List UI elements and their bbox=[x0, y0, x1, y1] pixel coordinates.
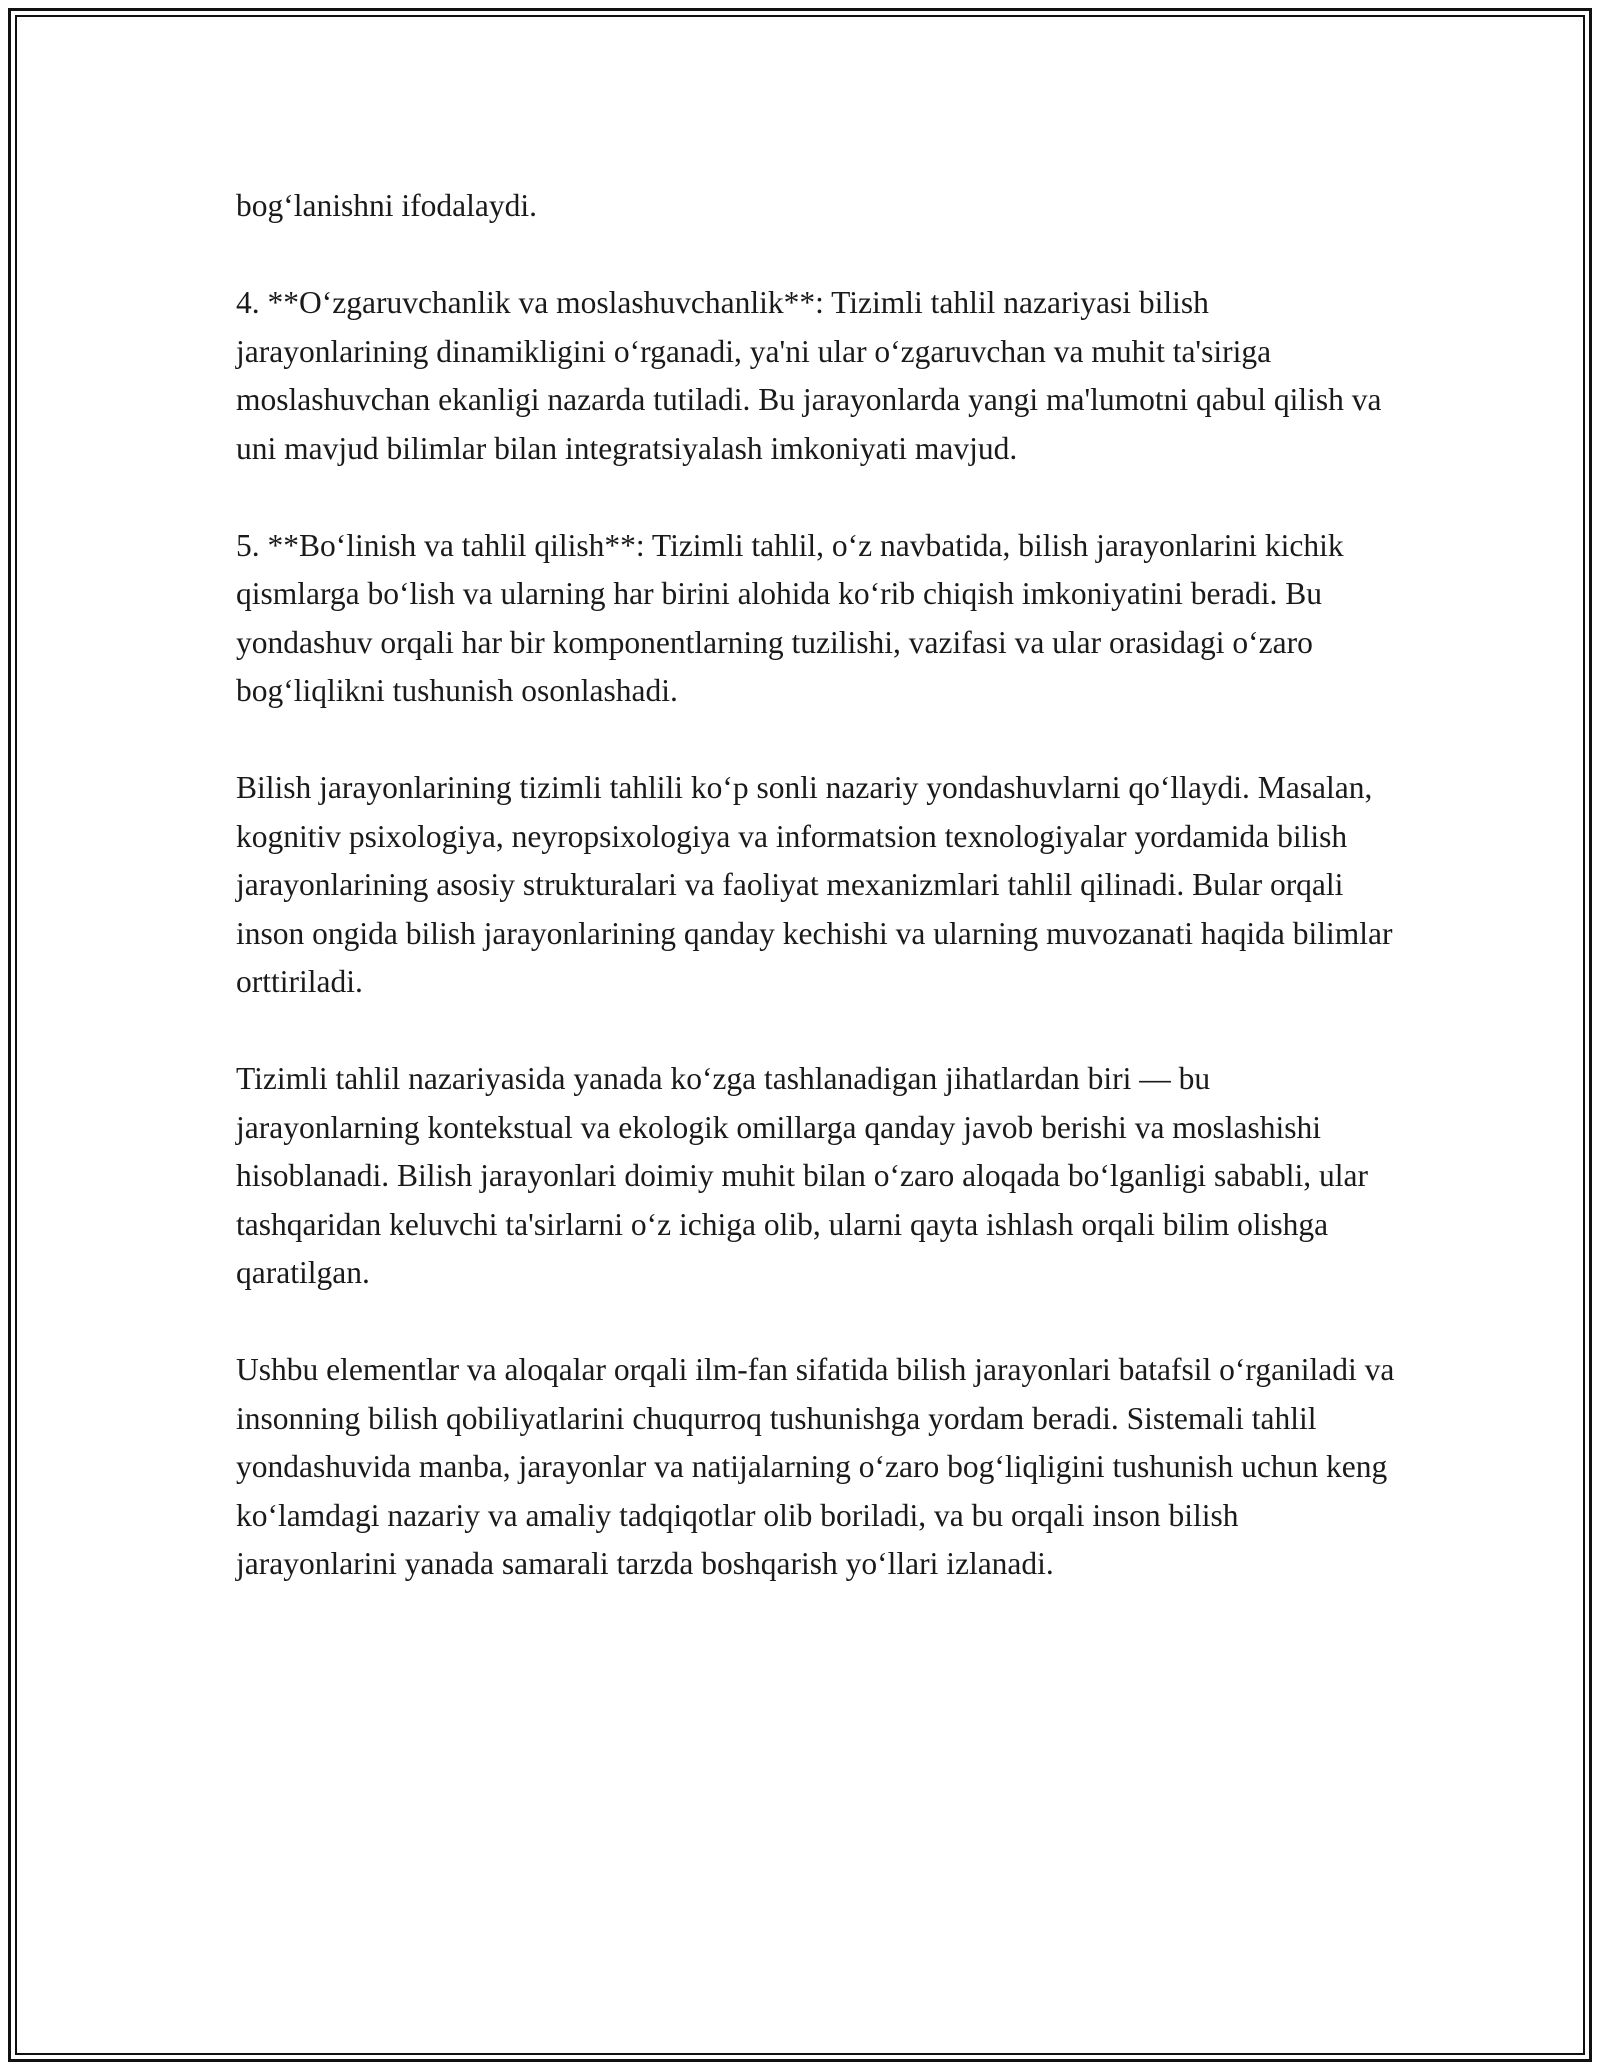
paragraph-context: Tizimli tahlil nazariyasida yanada ko‘zga tashlanadigan jihatlardan biri — bu jarayonlarning kontekstual va ekologik omillarga qanday javob berishi va moslashishi hisoblanadi. Bilish jarayonlari doimiy muhit bilan o‘zaro aloqada bo‘lganligi sababli, ular tashqaridan keluvchi ta'sirlarni o‘z ichiga olib, ularni qayta ishlash orqali bilim olishga qaratilgan. bbox=[236, 1061, 1368, 1290]
paragraph-conclusion: Ushbu elementlar va aloqalar orqali ilm-fan sifatida bilish jarayonlari batafsil o‘rganiladi va insonning bilish qobiliyatlarini chuqurroq tushunishga yordam beradi. Sistemali tahlil yondashuvida manba, jarayonlar va natijalarning o‘zaro bog‘liqligini tushunish uchun keng ko‘lamdagi nazariy va amaliy tadqiqotlar olib boriladi, va bu orqali inson bilish jarayonlarini yanada samarali tarzda boshqarish yo‘llari izlanadi. bbox=[236, 1352, 1395, 1581]
paragraph-systems-analysis: Bilish jarayonlarining tizimli tahlili ko‘p sonli nazariy yondashuvlarni qo‘llaydi. Masalan, kognitiv psixologiya, neyropsixologiya va informatsion texnologiyalar yordamida bilish jarayonlarining asosiy strukturalari va faoliyat mexanizmlari tahlil qilinadi. Bular orqali inson ongida bilish jarayonlarining qanday kechishi va ularning muvozanati haqida bilimlar orttiriladi. bbox=[236, 770, 1393, 999]
document-body bbox=[236, 182, 1396, 1637]
paragraph-item-5: 5. **Bo‘linish va tahlil qilish**: Tizimli tahlil, o‘z navbatida, bilish jarayonlarini kichik qismlarga bo‘lish va ularning har birini alohida ko‘rib chiqish imkoniyatini beradi. Bu yondashuv orqali har bir komponentlarning tuzilishi, vazifasi va ular orasidagi o‘zaro bog‘liqlikni tushunish osonlashadi. bbox=[236, 527, 1344, 708]
paragraph-continuation: bog‘lanishni ifodalaydi. bbox=[236, 188, 537, 223]
paragraph-item-4: 4. **O‘zgaruvchanlik va moslashuvchanlik**: Tizimli tahlil nazariyasi bilish jarayonlarining dinamikligini o‘rganadi, ya'ni ular o‘zgaruvchan va muhit ta'siriga moslashuvchan ekanligi nazarda tutiladi. Bu jarayonlarda yangi ma'lumotni qabul qilish va uni mavjud bilimlar bilan integratsiyalash imkoniyati mavjud. bbox=[236, 285, 1382, 466]
